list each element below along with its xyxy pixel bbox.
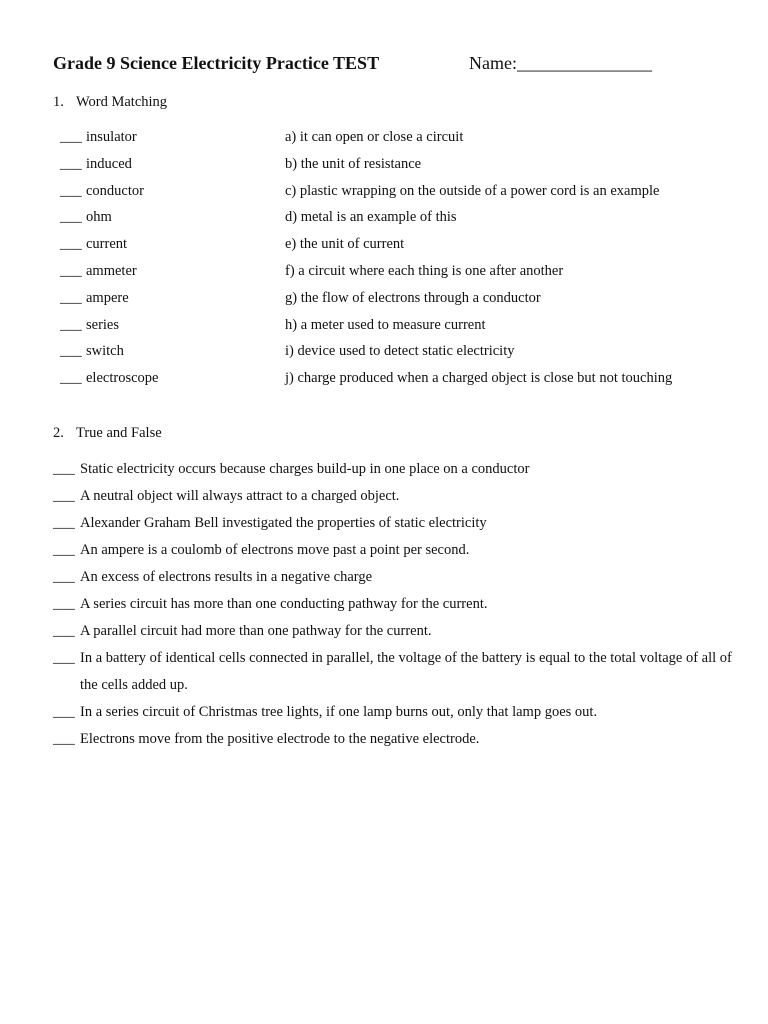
section-1-heading	[53, 94, 167, 111]
answer-blank: ___	[53, 731, 75, 747]
matching-term: switch	[86, 343, 124, 360]
matching-term: insulator	[86, 129, 137, 145]
matching-row	[60, 287, 750, 314]
matching-row	[60, 153, 750, 180]
matching-definition: b) the unit of resistance	[285, 155, 422, 172]
matching-row	[60, 180, 750, 207]
matching-row	[60, 367, 750, 394]
answer-blank: ___	[53, 461, 75, 477]
true-false-statement: Alexander Graham Bell investigated the properties of static electricity	[80, 515, 487, 531]
section-1-title: Word Matching	[76, 94, 168, 110]
true-false-statement: In a series circuit of Christmas tree lights, if one lamp burns out, only that lamp goes out.	[80, 704, 598, 720]
matching-term: ammeter	[86, 262, 137, 279]
answer-blank: ___	[53, 596, 75, 612]
true-false-statement: A neutral object will always attract to a charged object.	[80, 488, 400, 504]
matching-term: conductor	[86, 182, 144, 199]
answer-blank: ___	[60, 182, 82, 199]
true-false-statement: A series circuit has more than one conducting pathway for the current.	[80, 596, 488, 612]
true-false-item	[53, 618, 733, 645]
matching-definition: j) charge produced when a charged object is close but not touching	[285, 370, 673, 387]
matching-definition: h) a meter used to measure current	[285, 316, 486, 333]
true-false-item	[53, 645, 733, 699]
true-false-item	[53, 510, 733, 537]
true-false-statement: A parallel circuit had more than one pathway for the current.	[80, 623, 432, 639]
matching-row	[60, 206, 750, 233]
true-false-statement: In a battery of identical cells connected in parallel, the voltage of the battery is equal to the total voltage of all of the cells added up.	[80, 650, 732, 693]
worksheet-header	[53, 53, 753, 79]
section-2-heading	[53, 425, 162, 442]
matching-definition: c) plastic wrapping on the outside of a power cord is an example	[285, 182, 660, 199]
answer-blank: ___	[53, 542, 75, 558]
true-false-item	[53, 483, 733, 510]
answer-blank: ___	[53, 704, 75, 720]
matching-term: current	[86, 236, 128, 253]
true-false-statement: An excess of electrons results in a negative charge	[80, 569, 373, 585]
true-false-item	[53, 537, 733, 564]
matching-term: induced	[86, 155, 132, 172]
answer-blank: ___	[60, 236, 82, 253]
section-1-number: 1.	[53, 94, 64, 110]
answer-blank: ___	[60, 370, 82, 387]
true-false-statement: Static electricity occurs because charges build-up in one place on a conductor	[80, 461, 530, 477]
answer-blank: ___	[60, 155, 82, 172]
matching-term: ampere	[86, 289, 129, 306]
answer-blank: ___	[53, 623, 75, 639]
section-2-number: 2.	[53, 425, 64, 441]
true-false-list	[53, 456, 733, 753]
matching-row	[60, 314, 750, 341]
matching-definition: d) metal is an example of this	[285, 209, 457, 226]
true-false-item	[53, 456, 733, 483]
answer-blank: ___	[60, 316, 82, 333]
matching-definition: g) the flow of electrons through a conductor	[285, 289, 541, 306]
matching-definition: e) the unit of current	[285, 236, 405, 253]
name-field: Name:_______________	[469, 53, 652, 73]
true-false-item	[53, 726, 733, 753]
answer-blank: ___	[53, 488, 75, 504]
answer-blank: ___	[60, 262, 82, 279]
true-false-item	[53, 564, 733, 591]
section-2-title: True and False	[76, 425, 162, 441]
true-false-statement: An ampere is a coulomb of electrons move past a point per second.	[80, 542, 470, 558]
answer-blank: ___	[53, 515, 75, 531]
page-title: Grade 9 Science Electricity Practice TEST	[53, 53, 380, 73]
matching-definition: f) a circuit where each thing is one after another	[285, 262, 564, 279]
matching-row	[60, 340, 750, 367]
answer-blank: ___	[60, 289, 82, 306]
answer-blank: ___	[60, 343, 82, 360]
word-matching-list	[60, 126, 750, 394]
true-false-item	[53, 699, 733, 726]
matching-row	[60, 260, 750, 287]
matching-term: series	[86, 316, 120, 333]
answer-blank: ___	[60, 129, 82, 145]
matching-row	[60, 233, 750, 260]
matching-row	[60, 126, 750, 153]
answer-blank: ___	[60, 209, 82, 226]
answer-blank: ___	[53, 569, 75, 585]
true-false-statement: Electrons move from the positive electrode to the negative electrode.	[80, 731, 480, 747]
true-false-item	[53, 591, 733, 618]
answer-blank: ___	[53, 650, 75, 666]
matching-definition: a) it can open or close a circuit	[285, 129, 464, 145]
matching-definition: i) device used to detect static electricity	[285, 343, 515, 360]
matching-term: ohm	[86, 209, 112, 226]
matching-term: electroscope	[86, 370, 159, 387]
